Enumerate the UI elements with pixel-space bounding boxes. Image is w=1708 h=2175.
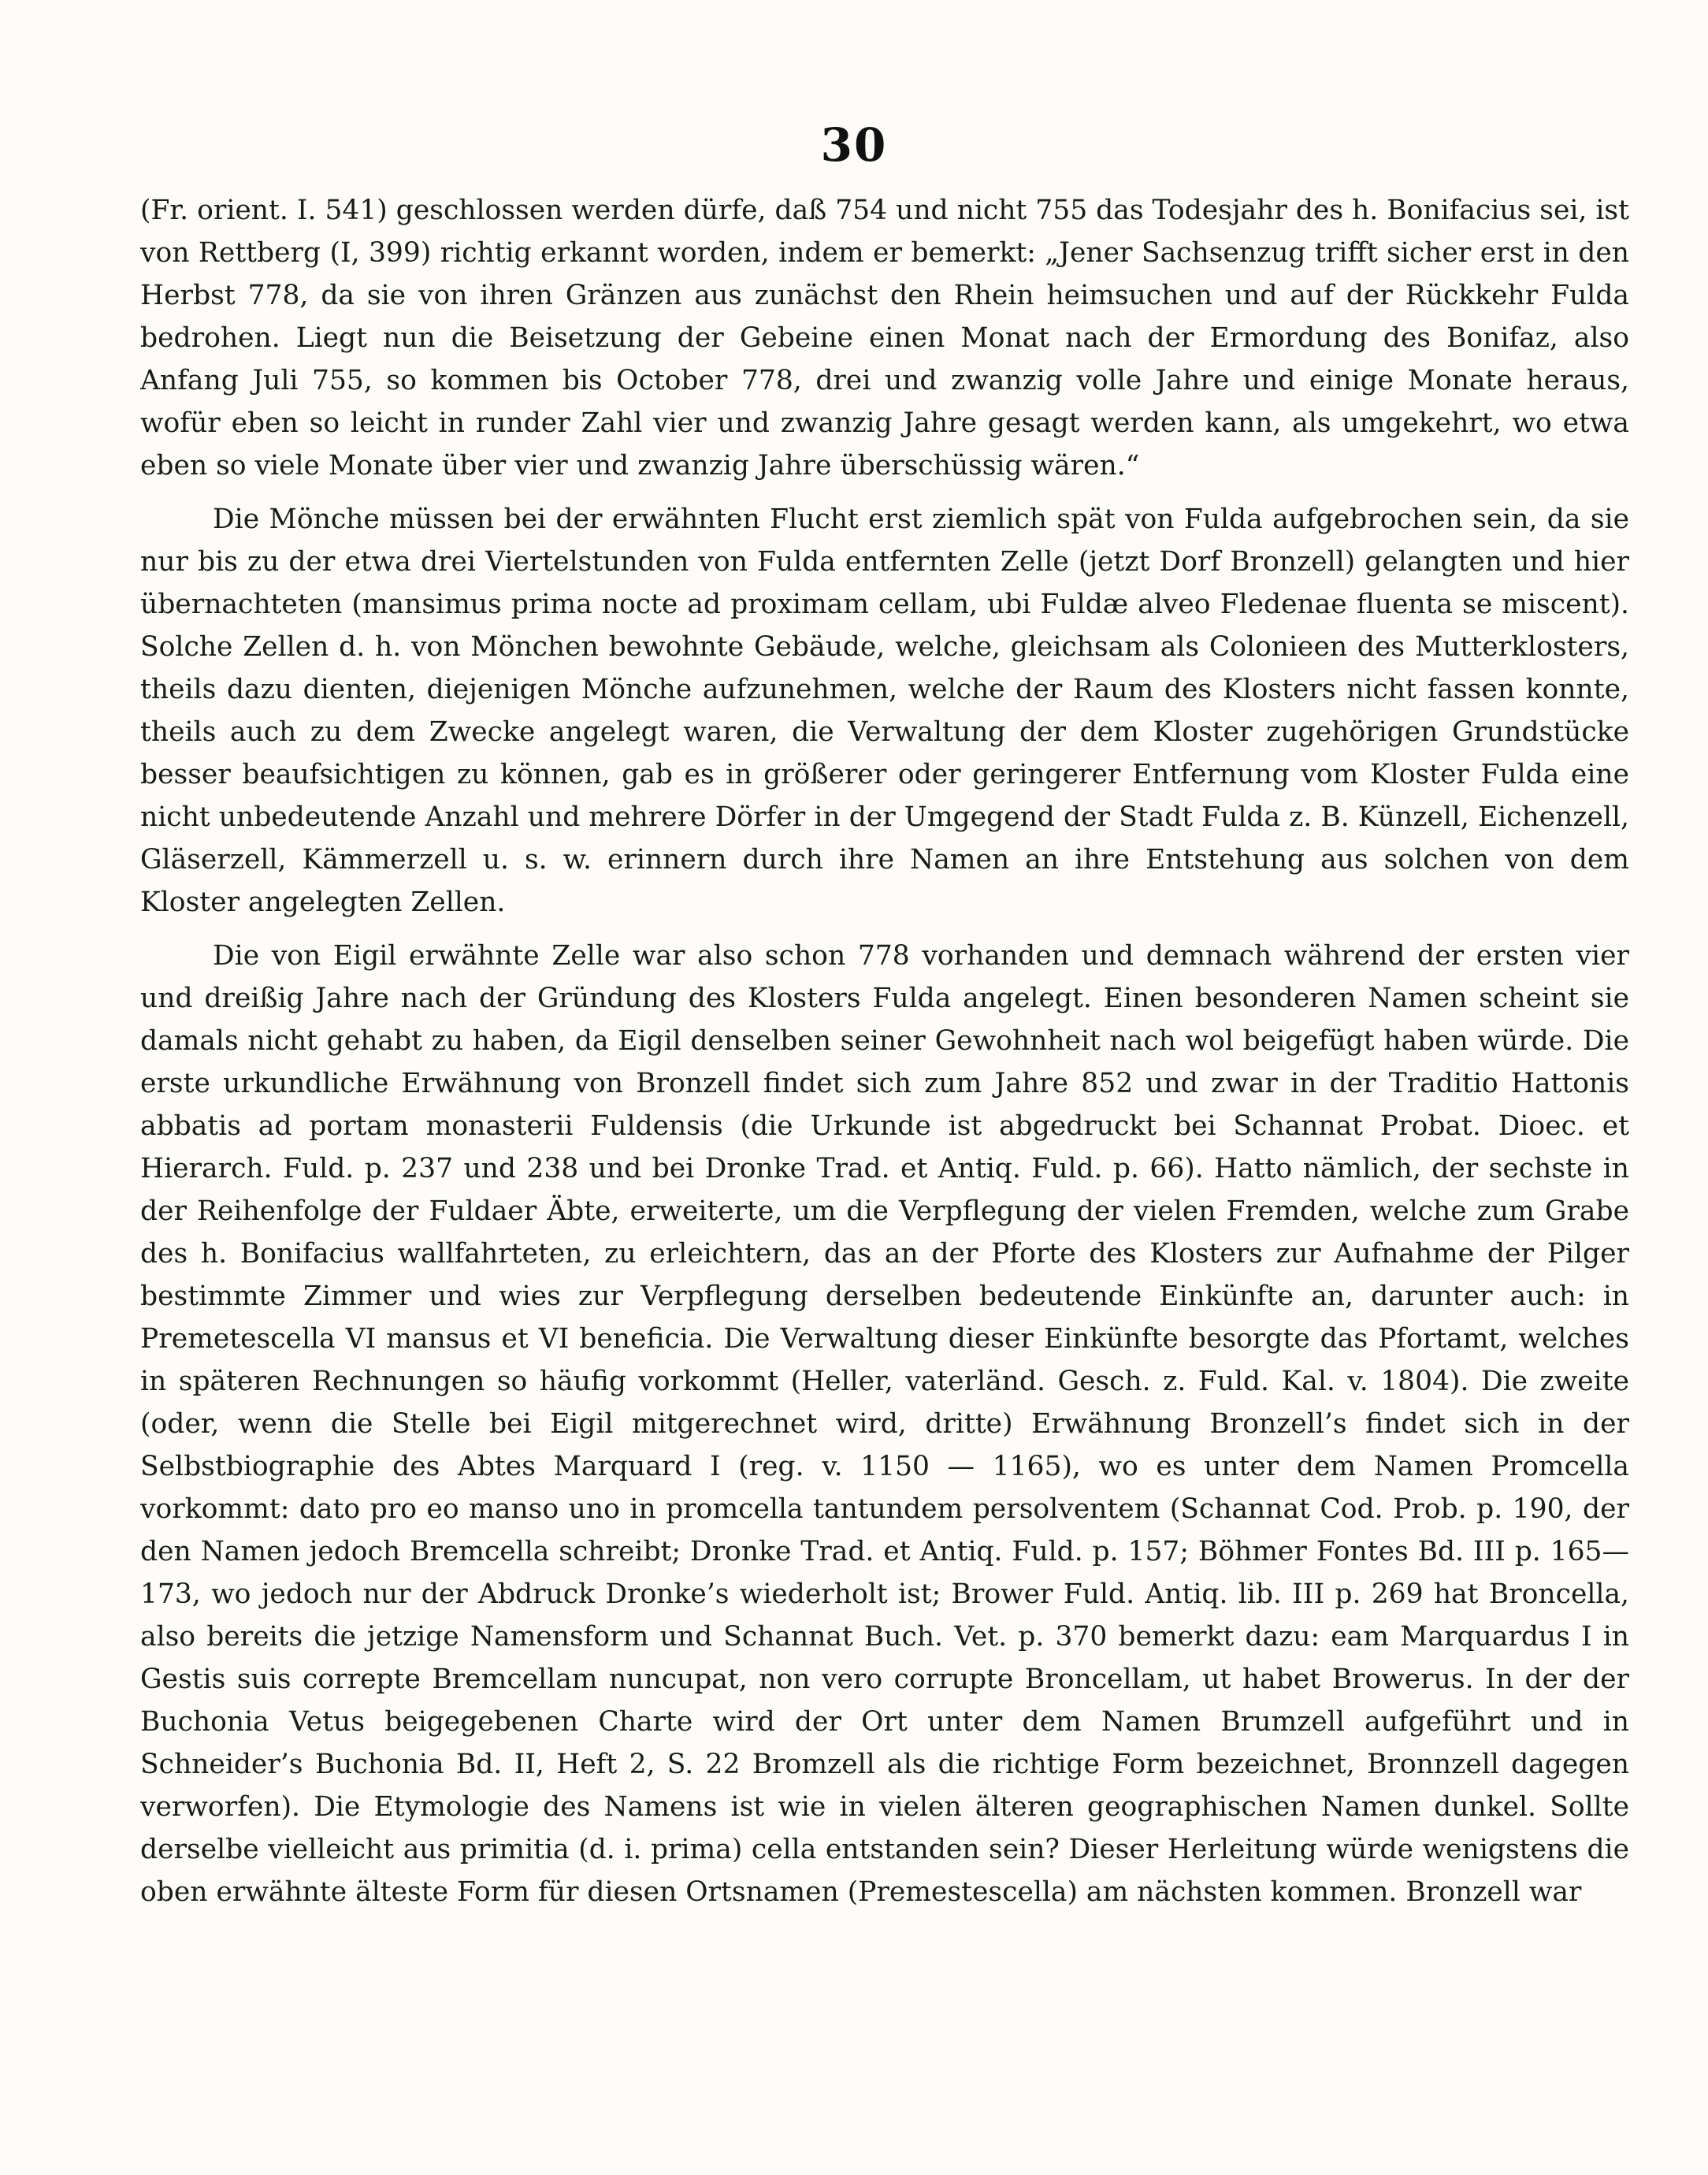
paragraph-3: Die von Eigil erwähnte Zelle war also schon 778 vorhanden und demnach während der ersten vier und dreißig Jahre nach der Gründung des Klosters Fulda angelegt. Einen besonderen Namen scheint sie damals nicht gehabt zu haben, da Eigil denselben seiner Gewohnheit nach wol beigefügt haben würde. Die erste urkundliche Erwähnung von Bronzell findet sich zum Jahre 852 und zwar in der Traditio Hattonis abbatis ad portam monasterii Fuldensis (die Urkunde ist abgedruckt bei Schannat Probat. Dioec. et Hierarch. Fuld. p. 237 und 238 und bei Dronke Trad. et Antiq. Fuld. p. 66). Hatto nämlich, der sechste in der Reihenfolge der Fuldaer Äbte, erweiterte, um die Verpflegung der vielen Fremden, welche zum Grabe des h. Bonifacius wallfahrteten, zu erleichtern, das an der Pforte des Klosters zur Aufnahme der Pilger bestimmte Zimmer und wies zur Verpflegung derselben bedeutende Einkünfte an, darunter auch: in Premetescella VI mansus et VI beneficia. Die Verwaltung dieser Einkünfte besorgte das Pfortamt, welches in späteren Rechnungen so häufig vorkommt (Heller, vaterländ. Gesch. z. Fuld. Kal. v. 1804). Die zweite (oder, wenn die Stelle bei Eigil mitgerechnet wird, dritte) Erwähnung Bronzell’s findet sich in der Selbstbiographie des Abtes Marquard I (reg. v. 1150 — 1165), wo es unter dem Namen Promcella vorkommt: dato pro eo manso uno in promcella tantundem persolventem (Schannat Cod. Prob. p. 190, der den Namen jedoch Bremcella schreibt; Dronke Trad. et Antiq. Fuld. p. 157; Böhmer Fontes Bd. III p. 165—173, wo jedoch nur der Abdruck Dronke’s wiederholt ist; Brower Fuld. Antiq. lib. III p. 269 hat Broncella, also bereits die jetzige Namensform und Schannat Buch. Vet. p. 370 bemerkt dazu: eam Marquardus I in Gestis suis correpte Bremcellam nuncupat, non vero corrupte Broncellam, ut habet Browerus. In der der Buchonia Vetus beigegebenen Charte wird der Ort unter dem Namen Brumzell aufgeführt und in Schneider’s Buchonia Bd. II, Heft 2, S. 22 Bromzell als die richtige Form bezeichnet, Bronnzell dagegen verworfen). Die Etymologie des Namens ist wie in vielen älteren geographischen Namen dunkel. Sollte derselbe vielleicht aus primitia (d. i. prima) cella entstanden sein? Dieser Herleitung würde wenigstens die oben erwähnte älteste Form für diesen Ortsnamen (Premestescella) am nächsten kommen. Bronzell war (140, 940, 1629, 1908)
paragraph-1: (Fr. orient. I. 541) geschlossen werden dürfe, daß 754 und nicht 755 das Todesjahr des h. Bonifacius sei, ist von Rettberg (I, 399) richtig erkannt worden, indem er bemerkt: „Jener Sachsenzug trifft sicher erst in den Herbst 778, da sie von ihren Gränzen aus zunächst den Rhein heimsuchen und auf der Rückkehr Fulda bedrohen. Liegt nun die Beisetzung der Gebeine einen Monat nach der Ermordung des Bonifaz, also Anfang Juli 755, so kommen bis October 778, drei und zwanzig volle Jahre und einige Monate heraus, wofür eben so leicht in runder Zahl vier und zwanzig Jahre gesagt werden kann, als umgekehrt, wo etwa eben so viele Monate über vier und zwanzig Jahre überschüssig wären.“ (140, 195, 1629, 481)
body-text (140, 189, 1629, 2143)
paragraph-2: Die Mönche müssen bei der erwähnten Flucht erst ziemlich spät von Fulda aufgebrochen sein, da sie nur bis zu der etwa drei Viertelstunden von Fulda entfernten Zelle (jetzt Dorf Bronzell) gelangten und hier übernachteten (mansimus prima nocte ad proximam cellam, ubi Fuldæ alveo Fledenae fluenta se miscent). Solche Zellen d. h. von Mönchen bewohnte Gebäude, welche, gleichsam als Colonieen des Mutterklosters, theils dazu dienten, diejenigen Mönche aufzunehmen, welche der Raum des Klosters nicht fassen konnte, theils auch zu dem Zwecke angelegt waren, die Verwaltung der dem Kloster zugehörigen Grundstücke besser beaufsichtigen zu können, gab es in größerer oder geringerer Entfernung vom Kloster Fulda eine nicht unbedeutende Anzahl und mehrere Dörfer in der Umgegend der Stadt Fulda z. B. Künzell, Eichenzell, Gläserzell, Kämmerzell u. s. w. erinnern durch ihre Namen an ihre Entstehung aus solchen von dem Kloster angelegten Zellen. (140, 504, 1629, 918)
page-number: 30 (820, 118, 888, 172)
